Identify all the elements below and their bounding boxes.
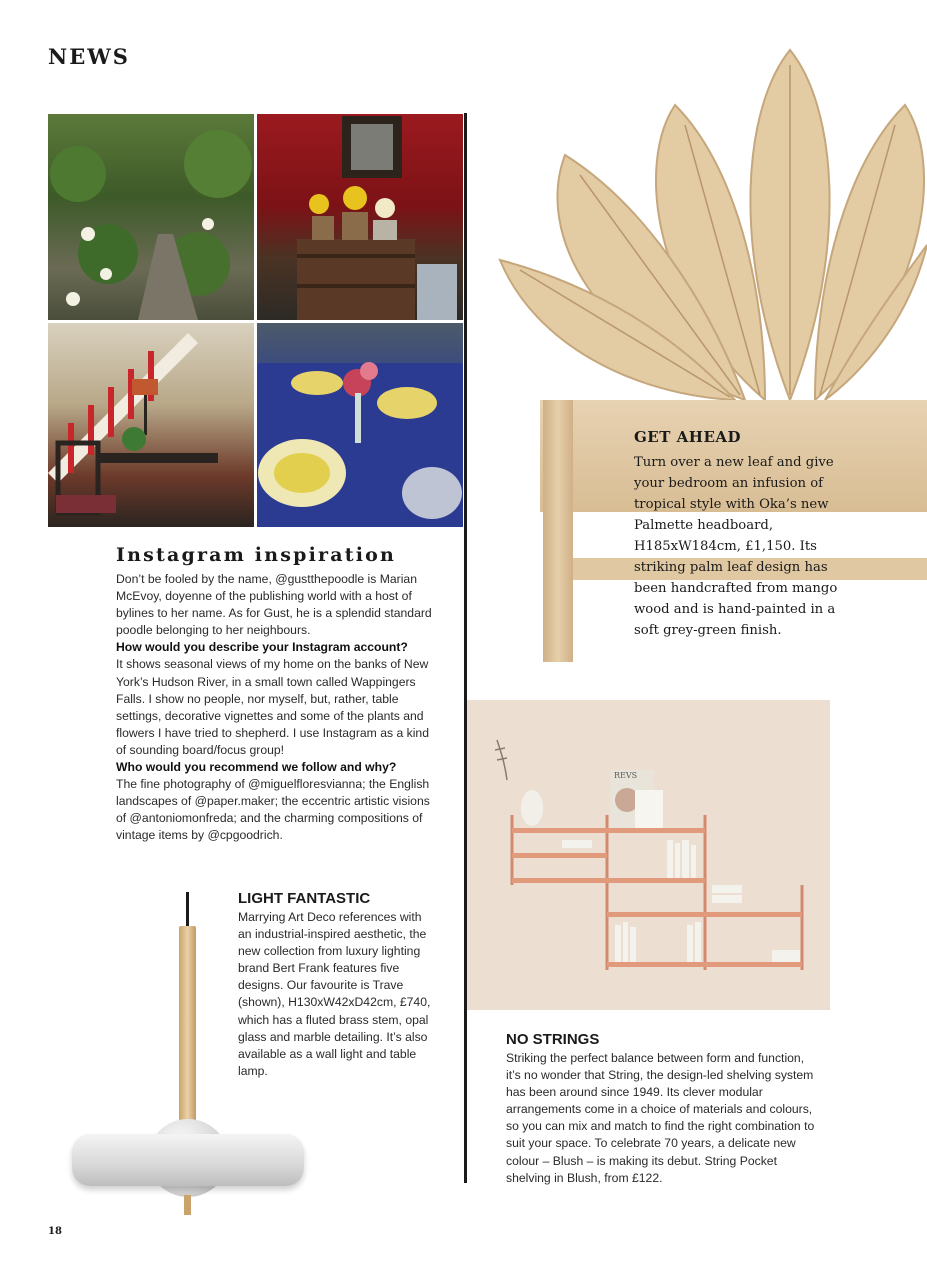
instagram-article [116, 571, 436, 845]
lamp-cord [186, 892, 189, 930]
lamp-finial [184, 1195, 191, 1215]
page-number: 18 [48, 1226, 62, 1237]
table-setting-photo [257, 323, 463, 527]
instagram-intro: Don’t be fooled by the name, @gustthepoodle is Marian McEvoy, doyenne of the publishing world with a host of bylines to her name. As for Gust, he is a splendid standard poodle belonging to her neighbours. [116, 572, 432, 638]
lamp-marble-shade [72, 1134, 304, 1186]
string-shelving-photo [467, 700, 830, 1010]
no-strings-heading: NO STRINGS [506, 1031, 600, 1048]
porch-flowers-photo [257, 114, 463, 320]
interview-question-2: Who would you recommend we follow and why? [116, 760, 397, 775]
headboard-leg [543, 400, 573, 662]
get-ahead-heading: GET AHEAD [634, 428, 742, 446]
light-fantastic-heading: LIGHT FANTASTIC [238, 890, 371, 907]
column-divider [464, 113, 467, 1183]
magazine-cover-text: REVS [614, 771, 638, 780]
lamp-fluted-brass-stem [179, 926, 196, 1122]
instagram-heading: Instagram inspiration [116, 544, 397, 566]
interview-answer-2: The fine photography of @miguelfloresvianna; the English landscapes of @paper.maker; the eccentric artistic visions of @antoniomonfreda; and the charming compositions of vintage items by @cpgoodrich. [116, 777, 430, 843]
palm-headboard-leaves [495, 45, 927, 405]
interview-answer-1: It shows seasonal views of my home on the banks of New York’s Hudson River, in a small town called Wappingers Falls. I show no people, nor myself, but, rather, table settings, decorative vignettes and some of the plants and flowers I have tried to shepherd. I use Instagram as a kind of sounding board/focus group! [116, 657, 429, 757]
get-ahead-body: Turn over a new leaf and give your bedroom an infusion of tropical style with Oka’s new Palmette headboard, H185xW184cm, £1,150. Its striking palm leaf design has been handcrafted from mango wood and is hand-painted in a soft grey-green finish. [634, 455, 838, 638]
interview-question-1: How would you describe your Instagram account? [116, 640, 408, 655]
staircase-hall-photo [48, 323, 254, 527]
no-strings-body: Striking the perfect balance between form and function, it’s no wonder that String, the design-led shelving system has been around since 1949. Its clever modular arrangements come in a choice of materials and colours, so you can mix and match to find the right combination to suit your space. To celebrate 70 years, a delicate new colour – Blush – is making its debut. String Pocket shelving in Blush, from £122. [506, 1051, 815, 1185]
light-fantastic-body: Marrying Art Deco references with an industrial-inspired aesthetic, the new collection from luxury lighting brand Bert Frank features five designs. Our favourite is Trave (shown), H130xW42xD42cm, £740, which has a fluted brass stem, opal glass and marble detailing. It’s also available as a wall light and table lamp. [238, 910, 431, 1078]
section-label: NEWS [48, 44, 130, 69]
garden-path-photo [48, 114, 254, 320]
